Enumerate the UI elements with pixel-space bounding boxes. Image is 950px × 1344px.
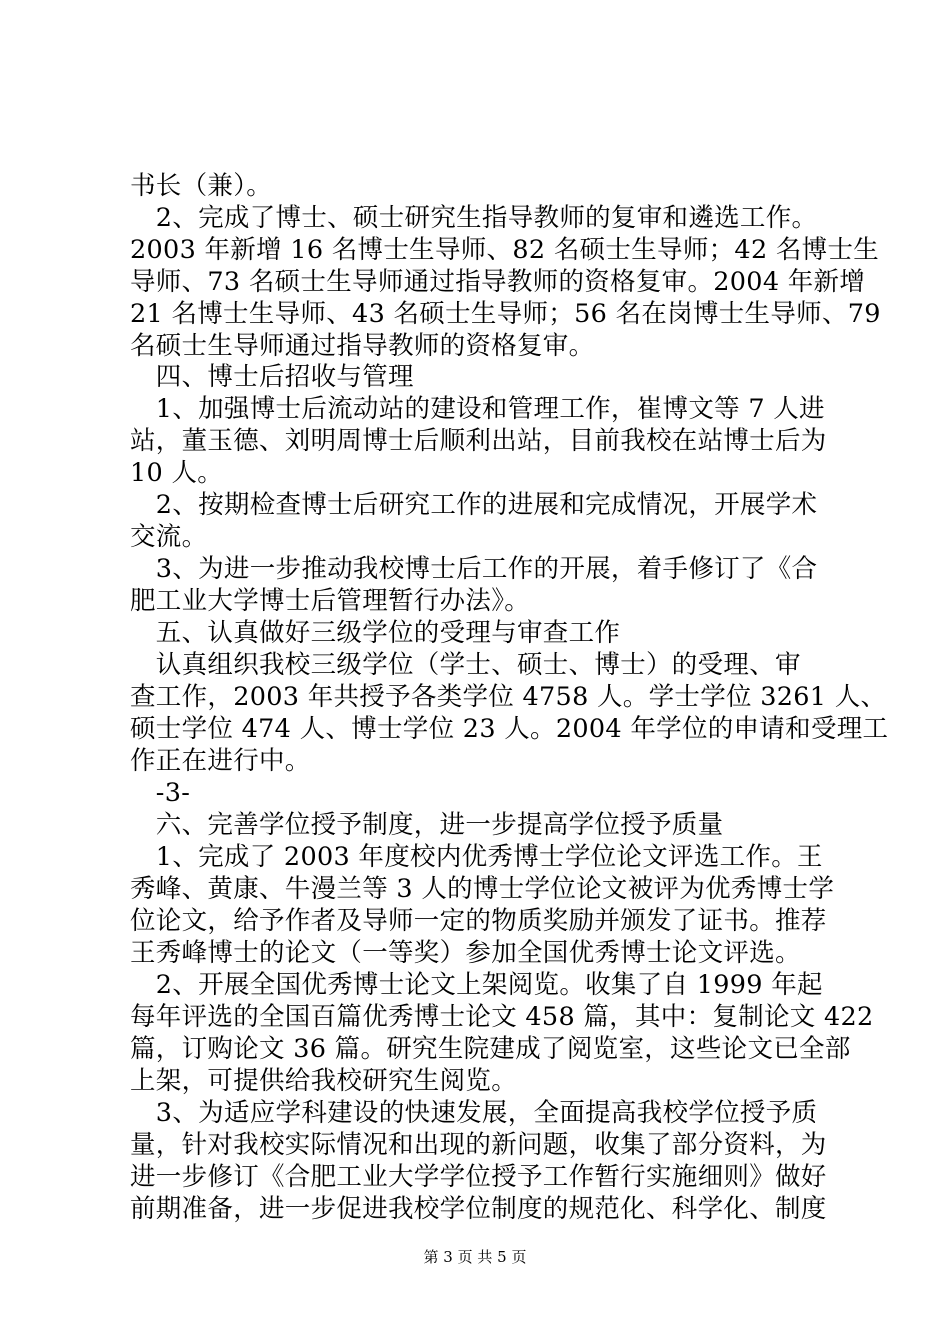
text-line: 前期准备，进一步促进我校学位制度的规范化、科学化、制度 [130, 1194, 827, 1224]
text-line: 1、加强博士后流动站的建设和管理工作，崔博文等 7 人进 [130, 394, 825, 424]
text-line: 1、完成了 2003 年度校内优秀博士学位论文评选工作。王 [130, 842, 823, 872]
text-line: 秀峰、黄康、牛漫兰等 3 人的博士学位论文被评为优秀博士学 [130, 874, 835, 904]
text-line: 2、完成了博士、硕士研究生指导教师的复审和遴选工作。 [130, 203, 818, 233]
text-line: 10 人。 [130, 458, 224, 488]
text-line: 名硕士生导师通过指导教师的资格复审。 [130, 331, 595, 361]
text-line: 交流。 [130, 522, 208, 552]
text-line: 3、为适应学科建设的快速发展，全面提高我校学位授予质 [130, 1098, 818, 1128]
text-line: 2、按期检查博士后研究工作的进展和完成情况，开展学术 [130, 490, 818, 520]
text-line: 21 名博士生导师、43 名硕士生导师；56 名在岗博士生导师、79 [130, 299, 881, 329]
text-line: 查工作，2003 年共授予各类学位 4758 人。学士学位 3261 人、 [130, 682, 887, 712]
text-line: 硕士学位 474 人、博士学位 23 人。2004 年学位的申请和受理工 [130, 714, 889, 744]
text-line: 王秀峰博士的论文（一等奖）参加全国优秀博士论文评选。 [130, 938, 801, 968]
text-line: 位论文，给予作者及导师一定的物质奖励并颁发了证书。推荐 [130, 906, 827, 936]
text-line: 上架，可提供给我校研究生阅览。 [130, 1066, 518, 1096]
text-line: 量，针对我校实际情况和出现的新问题，收集了部分资料，为 [130, 1130, 827, 1160]
text-line: 2003 年新增 16 名博士生导师、82 名硕士生导师；42 名博士生 [130, 235, 880, 265]
text-line: 进一步修订《合肥工业大学学位授予工作暂行实施细则》做好 [130, 1162, 827, 1192]
text-line: 导师、73 名硕士生导师通过指导教师的资格复审。2004 年新增 [130, 267, 866, 297]
page-marker: -3- [130, 778, 191, 808]
section-heading: 四、博士后招收与管理 [130, 362, 414, 392]
text-line: 站，董玉德、刘明周博士后顺利出站，目前我校在站博士后为 [130, 426, 827, 456]
text-line: 作正在进行中。 [130, 746, 311, 776]
text-line: 书长（兼）。 [130, 171, 273, 201]
text-line: 2、开展全国优秀博士论文上架阅览。收集了自 1999 年起 [130, 970, 823, 1000]
text-line: 肥工业大学博士后管理暂行办法》。 [130, 586, 531, 616]
page-footer: 第 3 页 共 5 页 [423, 1248, 527, 1266]
text-line: 篇，订购论文 36 篇。研究生院建成了阅览室，这些论文已全部 [130, 1034, 851, 1064]
text-line: 每年评选的全国百篇优秀博士论文 458 篇，其中：复制论文 422 [130, 1002, 874, 1032]
text-line: 3、为进一步推动我校博士后工作的开展，着手修订了《合 [130, 554, 818, 584]
text-line: 认真组织我校三级学位（学士、硕士、博士）的受理、审 [130, 650, 801, 680]
section-heading: 六、完善学位授予制度，进一步提高学位授予质量 [130, 810, 724, 840]
section-heading: 五、认真做好三级学位的受理与审查工作 [130, 618, 621, 648]
